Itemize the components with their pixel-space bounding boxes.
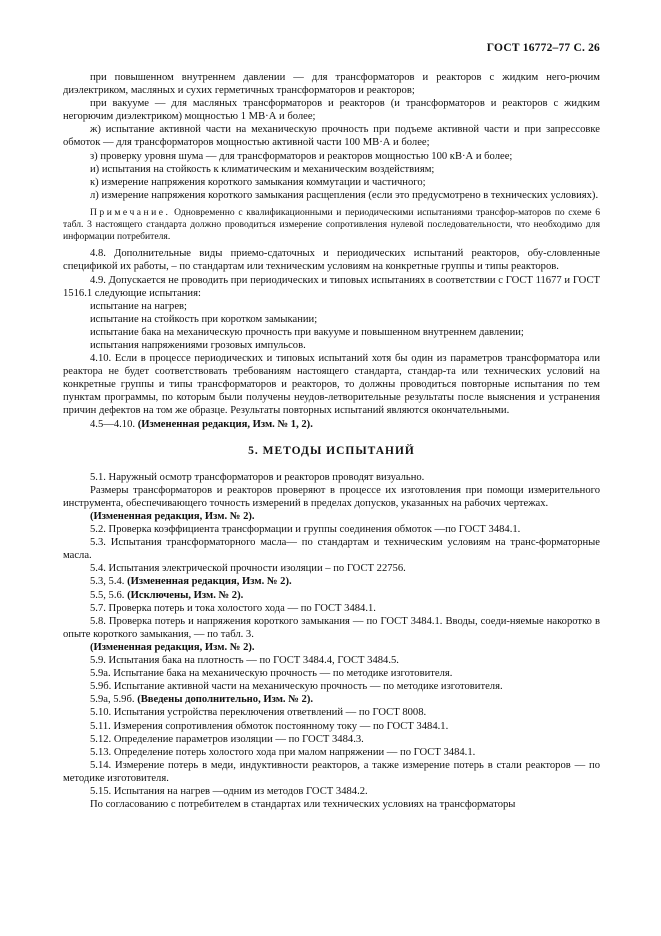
edition-ref: 5.5, 5.6. [90, 589, 125, 601]
paragraph: при вакууме — для масляных трансформаторов и реакторов (и трансформаторов и реакторов с жидким негорючим диэлектриком) мощностью 1 МВ·А и более; [63, 98, 600, 123]
edition-ref: 4.5—4.10. [90, 418, 136, 430]
paragraph: з) проверку уровня шума — для трансформаторов и реакторов мощностью 100 кВ·А и более; [90, 150, 513, 162]
clause-5-9b: 5.9б. Испытание активной части на механическую прочность — по методике изготовителя. [90, 681, 503, 693]
edition-note [63, 693, 600, 706]
clause-5-10: 5.10. Испытания устройства переключения ответвлений — по ГОСТ 8008. [90, 707, 427, 719]
page-body [63, 71, 600, 811]
page-header: ГОСТ 16772–77 С. 26 [486, 42, 600, 54]
clause-5-9a: 5.9а. Испытание бака на механическую прочность — по методике изготовителя. [90, 668, 453, 680]
edition-note [63, 575, 600, 588]
clause-5-14: 5.14. Измерение потерь в меди, индуктивности реакторов, а также измерение потерь в стали реакторов — по методике изготовителя. [63, 759, 600, 784]
clause-5-13: 5.13. Определение потерь холостого хода при малом напряжении — по ГОСТ 3484.1. [90, 746, 476, 758]
clause-5-12: 5.12. Определение параметров изоляции — по ГОСТ 3484.3. [90, 733, 364, 745]
list-item: испытания напряжениями грозовых импульсов. [90, 339, 306, 351]
list-item: испытание на стойкость при коротком замыкании; [90, 313, 318, 325]
edition-text: (Измененная редакция, Изм. № 1, 2). [137, 418, 313, 430]
note [63, 207, 600, 242]
edition-note [63, 418, 600, 431]
clause-5-11: 5.11. Измерения сопротивления обмоток постоянному току — по ГОСТ 3484.1. [90, 720, 449, 732]
list-item: испытание на нагрев; [90, 300, 187, 312]
clause-4-10: 4.10. Если в процессе периодических и типовых испытаний хотя бы один из параметров трансформатора или реактора не будет соответствовать требованиям настоящего стандарта, стандар-та или технических условий на конкретные группы и типы трансформаторов и реакторов, то должны проводиться повторные испытания по тем пунктам программы, по которым были получены неудов-летворительные результаты после выяснения и устранения причин дефектов на том же образце. Результаты повторных испытаний являются окончательными. [63, 353, 600, 417]
edition-ref: 5.9а, 5.9б. [90, 694, 135, 706]
edition-text: (Измененная редакция, Изм. № 2). [127, 576, 292, 588]
edition-ref: 5.3, 5.4. [90, 576, 125, 588]
clause-5-3: 5.3. Испытания трансформаторного масла— по стандартам и техническим условиям на транс-форматорные масла. [63, 537, 600, 562]
clause-5-1: 5.1. Наружный осмотр трансформаторов и реакторов проводят визуально. [90, 471, 425, 483]
edition-note: (Измененная редакция, Изм. № 2). [90, 511, 255, 523]
edition-text: (Введены дополнительно, Изм. № 2). [137, 694, 313, 706]
clause-5-9: 5.9. Испытания бака на плотность — по ГОСТ 3484.4, ГОСТ 3484.5. [90, 655, 399, 667]
clause-5-15: 5.15. Испытания на нагрев —одним из методов ГОСТ 3484.2. [90, 785, 368, 797]
paragraph: к) измерение напряжения короткого замыкания коммутации и частичного; [90, 176, 426, 188]
note-text: Одновременно с квалификационными и периодическими испытаниями трансфор-маторов по схеме 6 табл. 3 настоящего стандарта должно проводиться измерение сопротивления нулевой последовательности, что необходимо для информации потребителя. [63, 206, 600, 242]
edition-text: (Исключены, Изм. № 2). [127, 589, 244, 601]
clause-5-7: 5.7. Проверка потерь и тока холостого хода — по ГОСТ 3484.1. [90, 602, 376, 614]
edition-note [63, 589, 600, 602]
clause-5-8: 5.8. Проверка потерь и напряжения короткого замыкания — по ГОСТ 3484.1. Вводы, соеди-няемые накоротко в опыте короткого замыкания, — по табл. 3. [63, 615, 600, 640]
paragraph: и) испытания на стойкость к климатическим и механическим воздействиям; [90, 163, 435, 175]
paragraph: Размеры трансформаторов и реакторов проверяют в процессе их изготовления при помощи измерительного инструмента, обеспечивающего точность измерений в пределах допусков, указанных на рабочих чертежах. [63, 484, 600, 509]
clause-5-2: 5.2. Проверка коэффициента трансформации и группы соединения обмоток —по ГОСТ 3484.1. [90, 524, 521, 536]
clause-5-4: 5.4. Испытания электрической прочности изоляции – по ГОСТ 22756. [90, 563, 406, 575]
clause-4-9: 4.9. Допускается не проводить при периодических и типовых испытаниях в соответствии с ГОСТ 11677 и ГОСТ 1516.1 следующие испытания: [63, 274, 600, 299]
paragraph: По согласованию с потребителем в стандартах или технических условиях на трансформаторы [90, 799, 516, 811]
clause-4-8: 4.8. Дополнительные виды приемо-сдаточных и периодических испытаний реакторов, обу-словленные спецификой их работы, – по стандартам или техническим условиям на конкретные группы и типы реакторов. [63, 248, 600, 273]
paragraph: л) измерение напряжения короткого замыкания расщепления (если это предусмотрено в технических условиях). [90, 189, 599, 201]
section-title: 5. МЕТОДЫ ИСПЫТАНИЙ [248, 444, 415, 457]
paragraph: при повышенном внутреннем давлении — для трансформаторов и реакторов с жидким него-рючим диэлектриком, масляных и сухих герметичных трансформаторов и реакторов; [63, 72, 600, 97]
edition-note: (Измененная редакция, Изм. № 2). [90, 641, 255, 653]
list-item: испытание бака на механическую прочность при вакууме и повышенном внутреннем давлении; [90, 326, 524, 338]
note-label: Примечание. [90, 206, 171, 218]
paragraph: ж) испытание активной части на механическую прочность при подъеме активной части и при запрессовке обмоток — для трансформаторов мощностью активной части 100 МВ·А и более; [63, 124, 600, 149]
